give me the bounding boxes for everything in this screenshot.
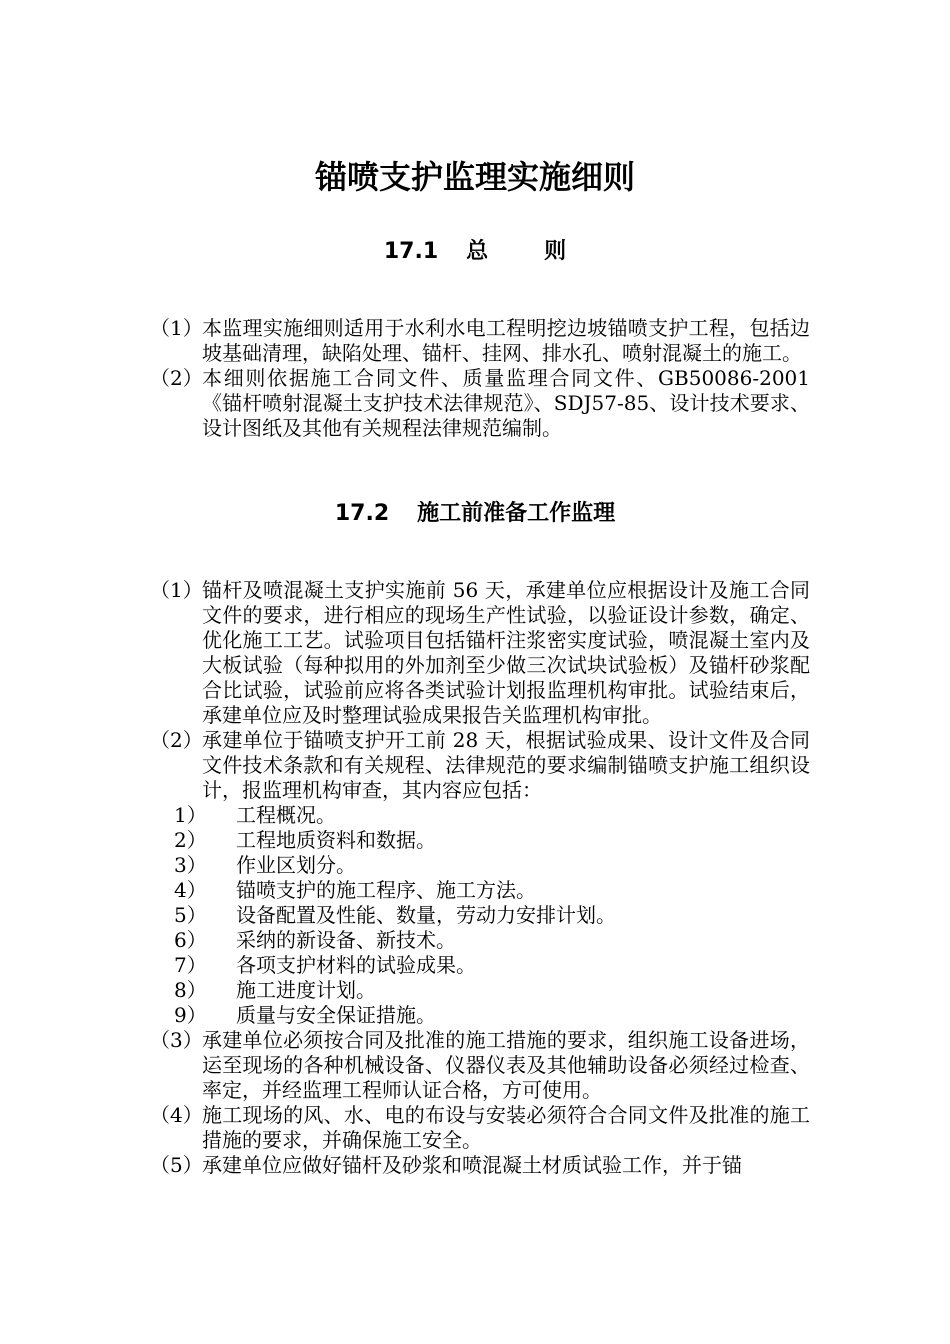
list-item-text: 采纳的新设备、新技术。 [236,928,456,952]
paragraph-marker: （3） [150,1028,203,1052]
paragraph [150,1028,810,1103]
section-number: 17.2 [334,501,390,526]
list-item [150,903,810,928]
paragraph [150,316,810,366]
paragraph [150,366,810,441]
paragraph-marker: （2） [150,728,203,752]
list-item [150,978,810,1003]
list-item [150,1003,810,1028]
list-item-marker: 1） [174,803,207,827]
section-heading-17-2 [0,498,950,530]
list-item-marker: 6） [174,928,207,952]
section-heading-17-1 [0,236,950,268]
list-item-text: 施工进度计划。 [236,978,376,1002]
list-item-text: 作业区划分。 [236,853,356,877]
list-item [150,853,810,878]
paragraph-marker: （1） [150,578,203,602]
list-item-text: 工程地质资料和数据。 [236,828,436,852]
section-body-17-1 [150,316,810,441]
paragraph-text: 锚杆及喷混凝土支护实施前 56 天，承建单位应根据设计及施工合同文件的要求，进行相应的现场生产性试验，以验证设计参数，确定、优化施工工艺。试验项目包括锚杆注浆密实度试验，喷混凝土室内及大板试验（每种拟用的外加剂至少做三次试块试验板）及锚杆砂浆配合比试验，试验前应将各类试验计划报监理机构审批。试验结束后，承建单位应及时整理试验成果报告关监理机构审批。 [202,578,810,727]
section-heading-part: 总 [466,239,489,264]
paragraph-text: 本细则依据施工合同文件、质量监理合同文件、GB50086-2001《锚杆喷射混凝土支护技术法律规范》、SDJ57-85、设计技术要求、设计图纸及其他有关规程法律规范编制。 [202,366,810,440]
list-item-marker: 7） [174,953,207,977]
list-item [150,878,810,903]
list-item-marker: 2） [174,828,207,852]
list-item-text: 各项支护材料的试验成果。 [236,953,476,977]
list-item-text: 工程概况。 [236,803,336,827]
paragraph-text: 施工现场的风、水、电的布设与安装必须符合合同文件及批准的施工措施的要求，并确保施工安全。 [202,1103,810,1152]
list-item-marker: 3） [174,853,207,877]
list-item [150,928,810,953]
list-item-marker: 9） [174,1003,207,1027]
section-heading-part: 则 [544,239,567,264]
list-item-text: 锚喷支护的施工程序、施工方法。 [236,878,536,902]
list-item [150,953,810,978]
section-heading-text: 施工前准备工作监理 [417,501,616,526]
list-item-marker: 8） [174,978,207,1002]
paragraph-marker: （1） [150,316,203,340]
paragraph-text: 承建单位应做好锚杆及砂浆和喷混凝土材质试验工作，并于锚 [202,1153,742,1177]
list-item-text: 质量与安全保证措施。 [236,1003,436,1027]
paragraph-marker: （2） [150,366,203,390]
paragraph-text: 承建单位必须按合同及批准的施工措施的要求，组织施工设备进场，运至现场的各种机械设备、仪器仪表及其他辅助设备必须经过检查、率定，并经监理工程师认证合格，方可使用。 [202,1028,810,1102]
paragraph-marker: （4） [150,1103,203,1127]
paragraph [150,1153,810,1178]
section-number: 17.1 [383,239,439,264]
list-item-text: 设备配置及性能、数量，劳动力安排计划。 [236,903,616,927]
list-item-marker: 5） [174,903,207,927]
paragraph [150,1103,810,1153]
paragraph [150,578,810,728]
list-item [150,803,810,828]
section-body-17-2 [150,578,810,1178]
document-title: 锚喷支护监理实施细则 [314,158,635,196]
paragraph-text: 承建单位于锚喷支护开工前 28 天，根据试验成果、设计文件及合同文件技术条款和有关规程、法律规范的要求编制锚喷支护施工组织设计，报监理机构审查，其内容应包括： [202,728,810,802]
paragraph-text: 本监理实施细则适用于水利水电工程明挖边坡锚喷支护工程，包括边坡基础清理，缺陷处理、锚杆、挂网、排水孔、喷射混凝土的施工。 [202,316,810,365]
paragraph-marker: （5） [150,1153,203,1177]
list-item-marker: 4） [174,878,207,902]
list-item [150,828,810,853]
paragraph [150,728,810,803]
